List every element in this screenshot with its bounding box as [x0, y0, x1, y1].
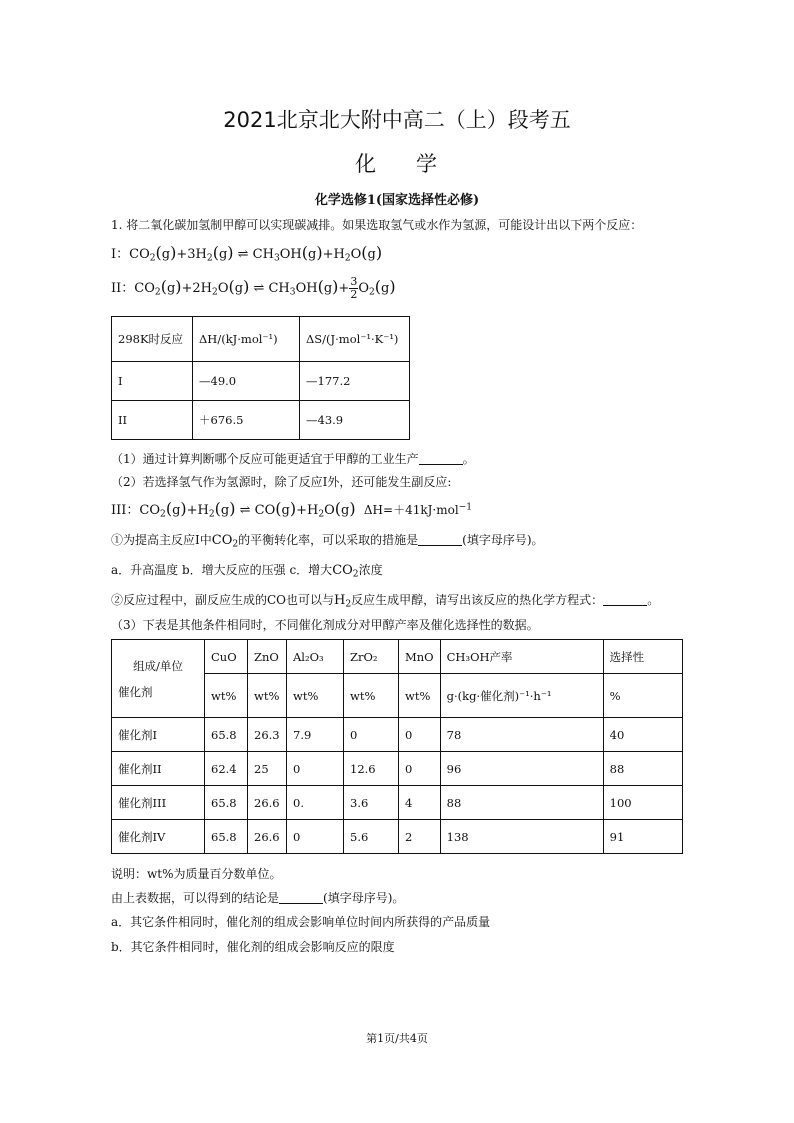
- answer-blank[interactable]: [603, 593, 647, 606]
- table-cell: 2: [399, 820, 441, 854]
- table-cell: 催化剂I: [112, 718, 205, 752]
- table-cell: 26.6: [248, 820, 287, 854]
- table-cell: 65.8: [205, 820, 248, 854]
- thermo-header-reaction: 298K时反应: [112, 317, 193, 362]
- table-unit: wt%: [205, 674, 248, 718]
- table-header: CH₃OH产率: [440, 640, 603, 674]
- table-cell: 100: [603, 786, 682, 820]
- table-cell: 7.9: [287, 718, 344, 752]
- table-unit: %: [603, 674, 682, 718]
- section-heading: 化学选修1(国家选择性必修): [314, 193, 480, 208]
- table-cell: 0: [287, 820, 344, 854]
- table-cell: 78: [440, 718, 603, 752]
- answer-blank[interactable]: [279, 891, 323, 904]
- table-cell: 0: [287, 752, 344, 786]
- sub-question-1: ①为提高主反应I中$CO_2$的平衡转化率，可以采取的措施是 (填字母序号)。: [111, 533, 544, 550]
- table-cell: 催化剂III: [112, 786, 205, 820]
- table-cell: 3.6: [344, 786, 399, 820]
- page-title: 2021北京北大附中高二（上）段考五: [223, 108, 571, 132]
- sub-question-2: ②反应过程中，副反应生成的CO也可以与$H_2$反应生成甲醇，请写出该反应的热化学方程式： 。: [111, 593, 660, 610]
- reaction-2: II：$CO_2(g)+2H_2O(g)$ ⇌ $CH_3OH(g)+$ $\frac{3}{2}$ $O_2(g)$: [111, 275, 396, 301]
- subject-char-2: 学: [416, 152, 439, 176]
- table-unit: wt%: [399, 674, 441, 718]
- table-cell: 4: [399, 786, 441, 820]
- table-cell: 5.6: [344, 820, 399, 854]
- table-cell: —43.9: [300, 401, 410, 440]
- table-cell: 0: [399, 752, 441, 786]
- table-cell: 88: [603, 752, 682, 786]
- table-cell: 25: [248, 752, 287, 786]
- table-row: [112, 752, 683, 786]
- question-intro: 1. 将二氧化碳加氢制甲醇可以实现碳减排。如果选取氢气或水作为氢源，可能设计出以下两个反应：: [111, 218, 643, 232]
- reaction-2-label: II：: [111, 281, 135, 296]
- part-3: （3）下表是其他条件相同时，不同催化剂成分对甲醇产率及催化选择性的数据。: [111, 618, 539, 632]
- table-note: 说明：wt%为质量百分数单位。: [111, 867, 282, 881]
- table-header: ZnO: [248, 640, 287, 674]
- table-unit: wt%: [287, 674, 344, 718]
- table-cell: I: [112, 362, 193, 401]
- part-2: （2）若选择氢气作为氢源时，除了反应I外，还可能发生副反应:: [111, 475, 452, 489]
- table-row: [112, 362, 410, 401]
- table-cell: 91: [603, 820, 682, 854]
- option-b: b．其它条件相同时，催化剂的组成会影响反应的限度: [111, 940, 395, 954]
- table-header: MnO: [399, 640, 441, 674]
- table-cell: 0: [344, 718, 399, 752]
- reaction-1-label: I：: [111, 247, 130, 262]
- table-cell: 40: [603, 718, 682, 752]
- thermo-header-dh: ΔH/(kJ·mol⁻¹): [193, 317, 300, 362]
- table-cell: —177.2: [300, 362, 410, 401]
- reaction-1: I：$CO_2(g)+3H_2(g)$ ⇌ $CH_3OH(g)+H_2O(g)$: [111, 243, 383, 264]
- table-cell: II: [112, 401, 193, 440]
- table-cell: 138: [440, 820, 603, 854]
- table-cell: 0: [399, 718, 441, 752]
- table-unit: wt%: [344, 674, 399, 718]
- reaction-3: III：$CO_2(g)+H_2(g)$ ⇌ $CO(g)+H_2O(g)$ ΔH=＋41kJ·mol$^{-1}$: [111, 499, 473, 520]
- table-cell: 12.6: [344, 752, 399, 786]
- thermo-header-ds: ΔS/(J·mol⁻¹·K⁻¹): [300, 317, 410, 362]
- answer-blank[interactable]: [419, 452, 463, 465]
- options-1: a．升高温度 b．增大反应的压强 c．增大$CO_2$浓度: [111, 563, 383, 580]
- table-row: [112, 786, 683, 820]
- catalyst-table: [111, 639, 683, 854]
- table-cell: 88: [440, 786, 603, 820]
- table-cell: 62.4: [205, 752, 248, 786]
- table-corner: 组成/单位 催化剂: [112, 640, 205, 718]
- reaction-3-enthalpy: ΔH=＋41kJ·mol: [363, 503, 459, 517]
- table-cell: 26.3: [248, 718, 287, 752]
- table-cell: ＋676.5: [193, 401, 300, 440]
- table-cell: 65.8: [205, 786, 248, 820]
- table-cell: 65.8: [205, 718, 248, 752]
- table-header: ZrO₂: [344, 640, 399, 674]
- table-header: Al₂O₃: [287, 640, 344, 674]
- table-unit: wt%: [248, 674, 287, 718]
- part-1: （1）通过计算判断哪个反应可能更适宜于甲醇的工业生产 。: [111, 452, 475, 466]
- table-header: CuO: [205, 640, 248, 674]
- fraction: $\frac{3}{2}$: [350, 275, 358, 301]
- table-row: [112, 718, 683, 752]
- table-cell: 26.6: [248, 786, 287, 820]
- conclusion-question: 由上表数据，可以得到的结论是 (填字母序号)。: [111, 891, 405, 905]
- table-row: [112, 820, 683, 854]
- table-cell: —49.0: [193, 362, 300, 401]
- page-footer: 第1页/共4页: [366, 1032, 428, 1045]
- table-header: 选择性: [603, 640, 682, 674]
- table-cell: 96: [440, 752, 603, 786]
- table-cell: 催化剂IV: [112, 820, 205, 854]
- answer-blank[interactable]: [418, 533, 462, 546]
- table-cell: 催化剂II: [112, 752, 205, 786]
- thermo-table: [111, 316, 410, 440]
- subject-heading: [0, 148, 794, 178]
- table-unit: g·(kg·催化剂)⁻¹·h⁻¹: [440, 674, 603, 718]
- subject-char-1: 化: [355, 152, 378, 176]
- table-cell: 0.: [287, 786, 344, 820]
- reaction-3-label: III：: [111, 503, 140, 518]
- option-a: a．其它条件相同时，催化剂的组成会影响单位时间内所获得的产品质量: [111, 915, 491, 929]
- table-row: [112, 401, 410, 440]
